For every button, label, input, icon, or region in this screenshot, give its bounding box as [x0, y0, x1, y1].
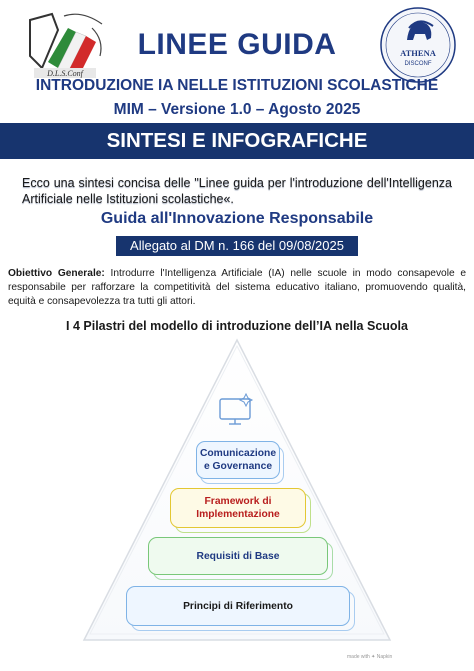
pillar-reference-principles: Principi di Riferimento — [126, 586, 350, 626]
objective-text: Introdurre l'Intelligenza Artificiale (IA) nelle scuole in modo consapevole e responsabile per rafforzare la competitività del sistema educativo italiano, promuovendo qualità, equità e consapevolezza tra tutti gli attori. — [8, 268, 466, 307]
page-title: LINEE GUIDA — [137, 28, 337, 61]
pillar-base-requirements: Requisiti di Base — [148, 537, 328, 575]
left-logo-label: D.L.S.Conf — [47, 69, 83, 78]
dm-reference-badge: Allegato al DM n. 166 del 09/08/2025 — [116, 236, 358, 256]
guide-title: Guida all'Innovazione Responsabile — [100, 210, 374, 227]
napkin-credit: made with ✦ Napkin — [347, 654, 393, 660]
intro-text: Ecco una sintesi concisa delle "Linee guida per l'introduzione dell'Intelligenza Artificiale nelle Istituzioni scolastiche«. — [22, 176, 452, 206]
pillar-communication-governance: Comunicazione e Governance — [196, 441, 280, 479]
pillars-title: I 4 Pilastri del modello di introduzione dell’IA nella Scuola — [66, 319, 408, 333]
page-subtitle: INTRODUZIONE IA NELLE ISTITUZIONI SCOLASTICHE — [35, 77, 439, 94]
section-banner: SINTESI E INFOGRAFICHE — [0, 123, 474, 159]
pillar-implementation-framework: Framework di Implementazione — [170, 488, 306, 528]
version-line: MIM – Versione 1.0 – Agosto 2025 — [113, 101, 361, 118]
svg-text:DISCONF: DISCONF — [404, 61, 432, 67]
objective-label: Obiettivo Generale: — [8, 268, 105, 279]
svg-text:ATHENA: ATHENA — [400, 48, 436, 58]
